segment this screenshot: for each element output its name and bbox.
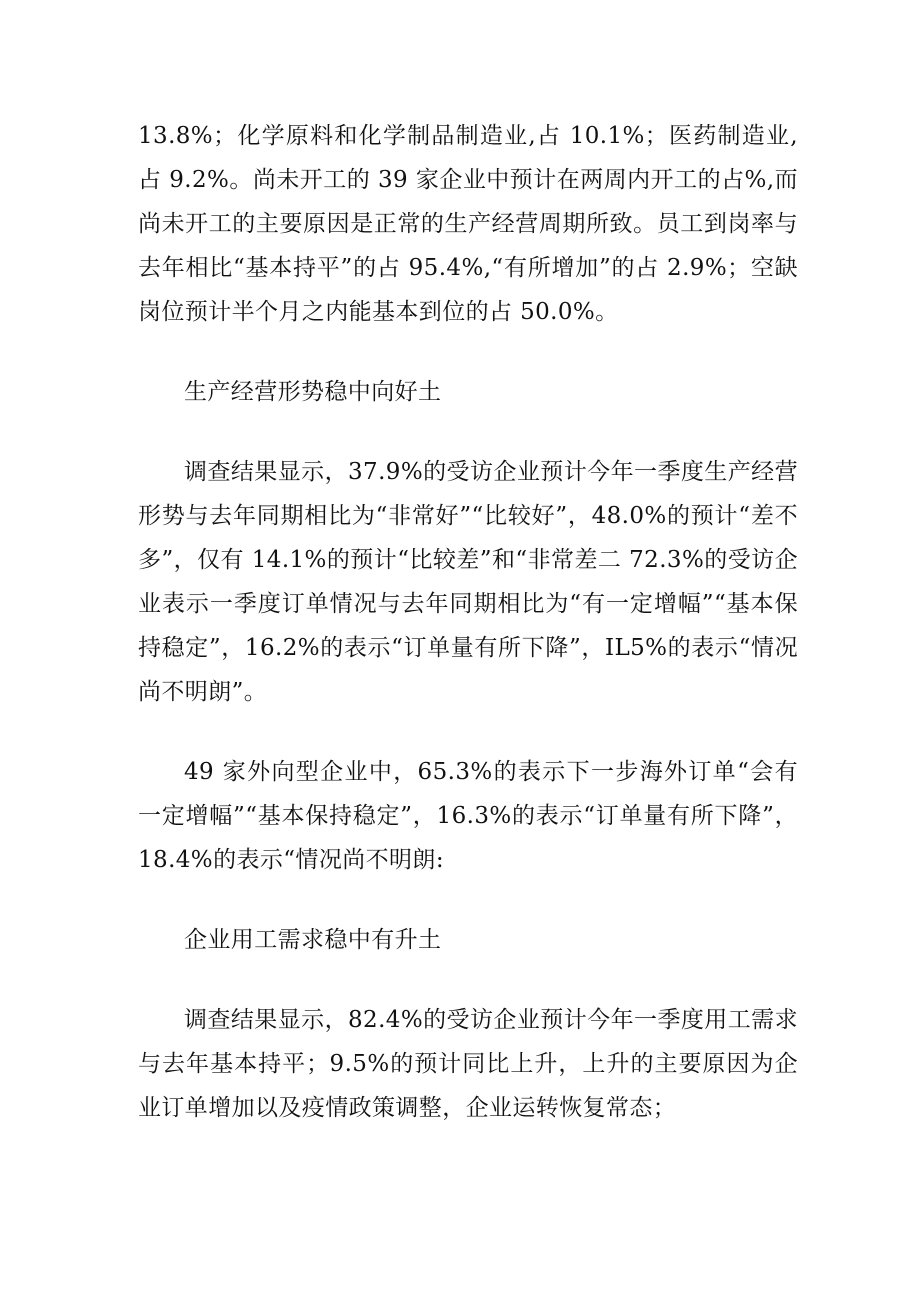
paragraph-export-enterprises: 49 家外向型企业中，65.3%的表示下一步海外订单“会有一定增幅”“基本保持稳定”，16.3%的表示“订单量有所下降”，18.4%的表示“情况尚不明朗:	[138, 759, 798, 873]
paragraph-survey-production: 调查结果显示，37.9%的受访企业预计今年一季度生产经营形势与去年同期相比为“非常好”“比较好”，48.0%的预计“差不多”，仅有 14.1%的预计“比较差”和“非常差二 72.3%的受访企业表示一季度订单情况与去年同期相比为“有一定增幅”“基本保持稳定”，16.2%的表示“订单量有所下降”，IL5%的表示“情况尚不明朗”。	[138, 459, 798, 705]
paragraph-survey-employment: 调查结果显示，82.4%的受访企业预计今年一季度用工需求与去年基本持平；9.5%的预计同比上升，上升的主要原因为企业订单增加以及疫情政策调整，企业运转恢复常态；	[138, 1007, 798, 1121]
paragraph-continuation: 13.8%；化学原料和化学制品制造业,占 10.1%；医药制造业,占 9.2%。尚未开工的 39 家企业中预计在两周内开工的占%,而尚未开工的主要原因是正常的生产经营周期所致。员工到岗率与去年相比“基本持平”的占 95.4%,“有所增加”的占 2.9%；空缺岗位预计半个月之内能基本到位的占 50.0%。	[138, 123, 798, 325]
document-body	[138, 114, 798, 1130]
section-heading-employment: 企业用工需求稳中有升土	[184, 927, 442, 953]
section-heading-production: 生产经营形势稳中向好土	[184, 379, 442, 405]
